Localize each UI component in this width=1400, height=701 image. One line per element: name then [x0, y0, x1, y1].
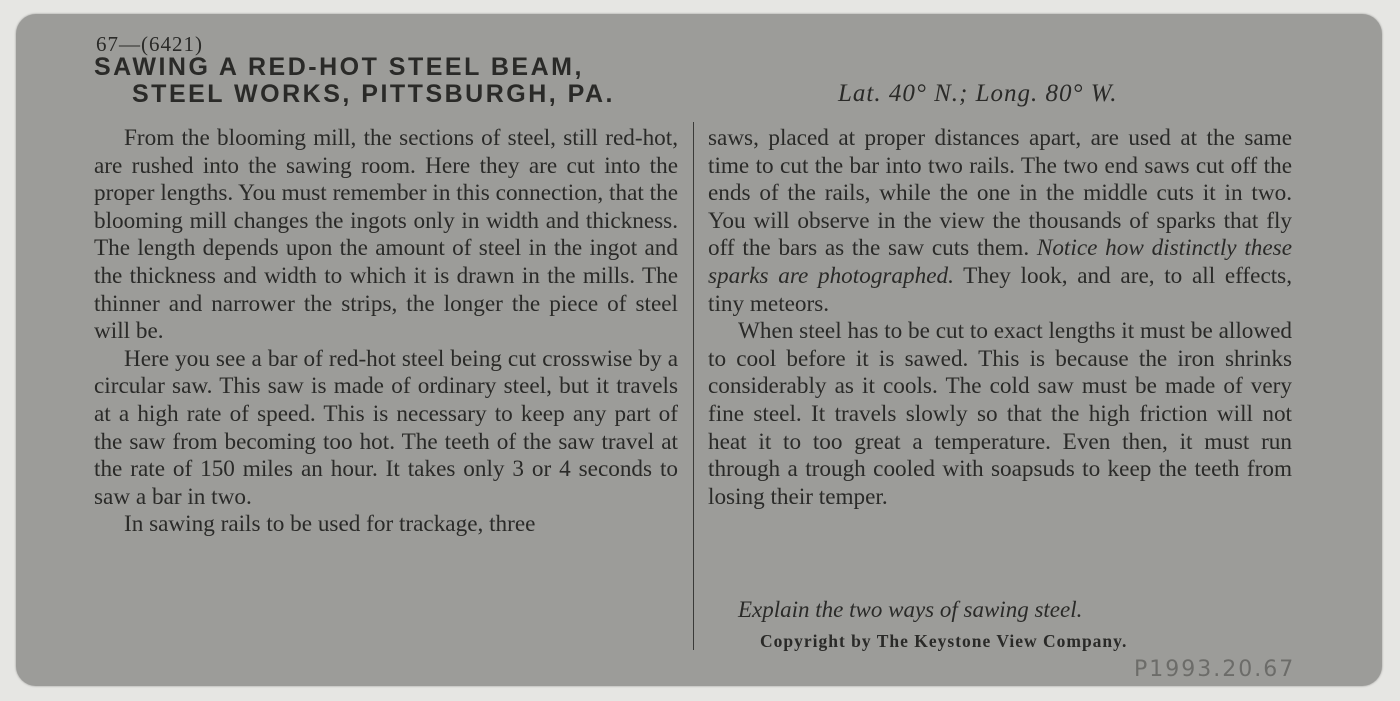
- right-paragraph-1: [708, 125, 1292, 318]
- right-p1-text: saws, placed at proper distances apart, are used at the same time to cut the bar into two rails. The two end saws cut off the ends of the rails, while the one in the middle cuts it in two. You will observe in the view the thousands of sparks that fly off the bars as the saw cuts them.: [708, 125, 1292, 262]
- accession-number: P1993.20.67: [1134, 657, 1296, 682]
- title-line-1: SAWING A RED-HOT STEEL BEAM,: [94, 53, 584, 81]
- study-question: Explain the two ways of sawing steel.: [738, 597, 1083, 622]
- right-paragraph-2: When steel has to be cut to exact lengths it must be allowed to cool before it is sawed. This is because the iron shrinks considerably as it cools. The cold saw must be made of very fine steel. It travels slowly so that the high friction will not heat it to too great a temperature. Even then, it must run through a trough cooled with soapsuds to keep the teeth from losing their temper.: [708, 318, 1292, 510]
- left-paragraph-1: From the blooming mill, the sections of steel, still red-hot, are rushed into the sawing room. Here they are cut into the proper lengths. You must remember in this connection, that the blooming mill changes the ingots only in width and thickness. The length depends upon the amount of steel in the ingot and the thickness and width to which it is drawn in the mills. The thinner and narrower the strips, the longer the piece of steel will be.: [94, 125, 678, 345]
- copyright-line: Copyright by The Keystone View Company.: [760, 631, 1128, 651]
- column-divider: [693, 122, 694, 650]
- card-number: 67—(6421): [96, 32, 203, 56]
- left-text-column: [94, 125, 678, 539]
- left-paragraph-2: Here you see a bar of red-hot steel being cut crosswise by a circular saw. This saw is made of ordinary steel, but it travels at a high rate of speed. This is necessary to keep any part of the saw from becoming too hot. The teeth of the saw travel at the rate of 150 miles an hour. It takes only 3 or 4 seconds to saw a bar in two.: [94, 345, 678, 510]
- right-text-column: [708, 125, 1292, 511]
- right-p1-end: They look, and are, to all effects, tiny meteors.: [708, 262, 1293, 317]
- stereograph-card-back: [16, 14, 1382, 686]
- coordinates: Lat. 40° N.; Long. 80° W.: [838, 80, 1118, 107]
- card-title: [94, 54, 714, 108]
- title-line-2: STEEL WORKS, PITTSBURGH, PA.: [132, 80, 615, 108]
- right-p1-italic: Notice how distinctly these sparks are photographed.: [708, 235, 1292, 289]
- left-paragraph-3: In sawing rails to be used for trackage, three: [124, 511, 536, 538]
